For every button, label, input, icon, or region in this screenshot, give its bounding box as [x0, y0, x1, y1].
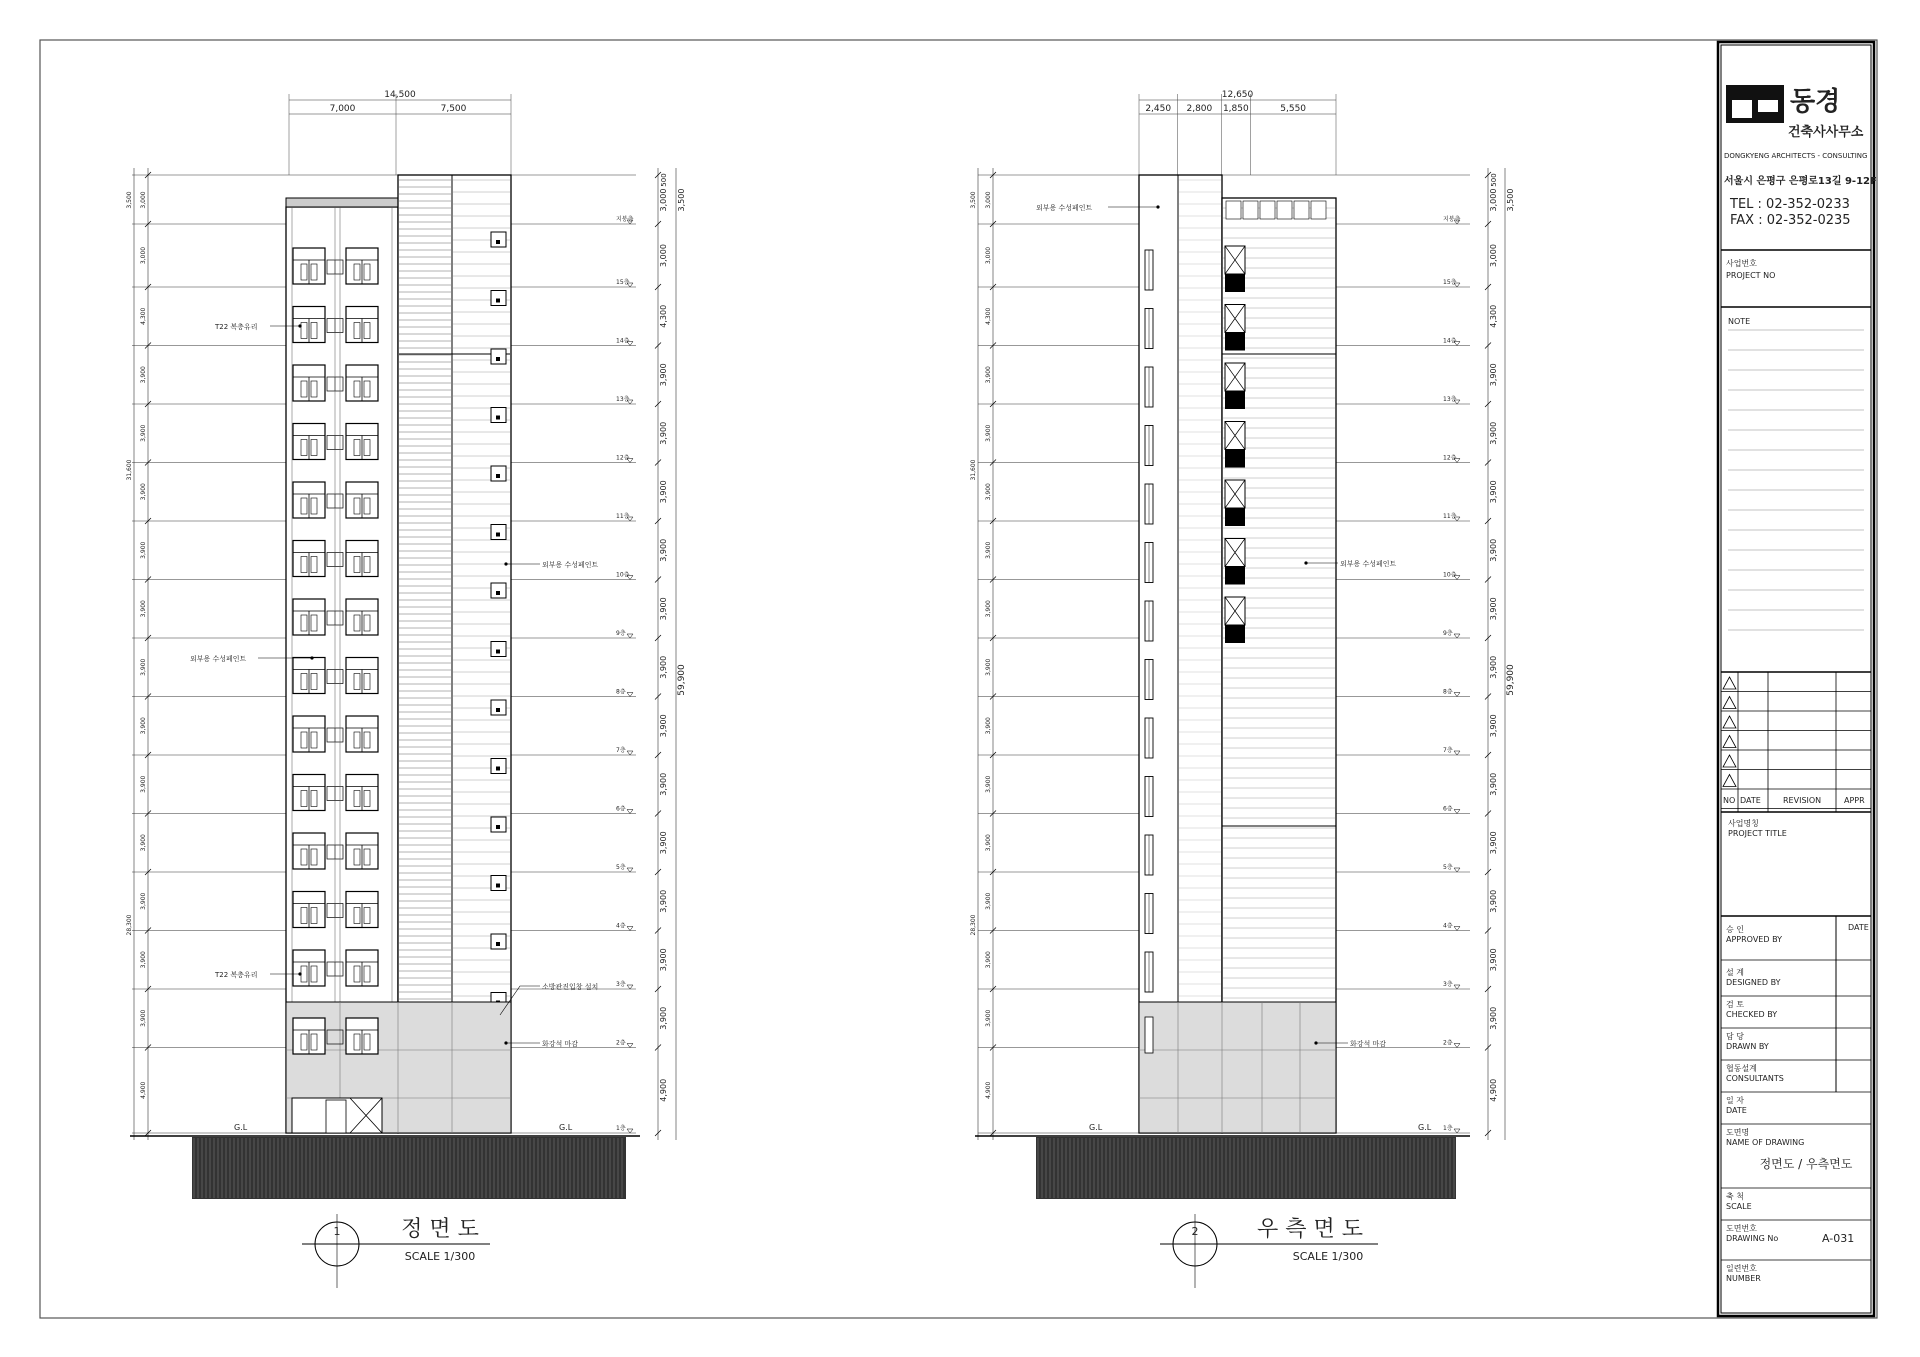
front-view-title-text: 정 면 도: [401, 1217, 479, 1242]
vent-dot: [496, 299, 500, 303]
floor-height-left: 4,300: [140, 307, 147, 325]
level-marker: [627, 1044, 633, 1048]
front-door: [326, 1100, 346, 1133]
floor-height-left: 4,900: [140, 1081, 147, 1099]
vent-dot: [496, 591, 500, 595]
floor-height-right: 3,900: [1489, 1006, 1498, 1030]
level-marker: [1454, 1129, 1460, 1133]
level-marker: [627, 868, 633, 872]
revision-table: [1721, 672, 1871, 812]
floor-height-left: 3,900: [985, 834, 992, 852]
vent-dot: [496, 767, 500, 771]
floor-height-left: 4,300: [985, 307, 992, 325]
firm-tel: TEL : 02-352-0233: [1730, 197, 1850, 212]
floor-height-right: 4,300: [1489, 304, 1498, 328]
parapet-height-left: 3,000: [140, 191, 147, 209]
vent-box: [491, 232, 506, 247]
level-label: 1층: [616, 1125, 626, 1132]
level-label: 15층: [1443, 279, 1457, 286]
x-panel-solid: [1225, 450, 1245, 468]
floor-height-right: 3,900: [1489, 889, 1498, 913]
level-label: 8층: [616, 688, 626, 696]
parapet-cap-right: 500: [660, 173, 668, 187]
revision-delta-icon: [1723, 697, 1736, 709]
callout-paint-left: 외부용 수성페인트: [190, 655, 247, 663]
floor-height-left: 3,000: [140, 246, 147, 265]
floor-height-right: 3,900: [659, 597, 668, 621]
vent-dot: [496, 650, 500, 654]
callout-fire-window: 소방관진입창 설치: [542, 983, 599, 991]
vent-box: [491, 408, 506, 423]
callout-dot-granite: [504, 1041, 507, 1044]
checked-en: CHECKED BY: [1726, 1010, 1778, 1019]
floor-height-left: 3,000: [985, 246, 992, 265]
logo-cut: [1732, 100, 1752, 118]
vent-box: [491, 349, 506, 364]
floor-height-left: 3,900: [140, 658, 147, 676]
level-label: 11층: [616, 513, 630, 520]
front-view-no: 1: [333, 1225, 341, 1238]
roof-panel: [1277, 201, 1292, 219]
side-callout-paint-mid: 외부용 수성페인트: [1340, 560, 1397, 568]
floor-height-right: 3,900: [659, 948, 668, 972]
parapet-total-right: 3,500: [677, 188, 686, 212]
floor-height-right: 3,900: [1489, 597, 1498, 621]
designed-en: DESIGNED BY: [1726, 978, 1781, 987]
floor-height-left: 3,900: [140, 600, 147, 618]
level-label: 6층: [1443, 805, 1453, 813]
floor-height-left: 3,900: [140, 775, 147, 793]
level-label: 지붕층: [1443, 216, 1461, 223]
floor-height-left: 3,900: [985, 717, 992, 735]
front-view-title: [302, 1214, 490, 1288]
level-label: 13층: [1443, 396, 1457, 403]
vent-box: [491, 700, 506, 715]
firm-name-en: DONGKYENG ARCHITECTS - CONSULTING: [1724, 152, 1868, 160]
level-marker: [627, 693, 633, 697]
level-marker: [627, 1129, 633, 1133]
level-label: 9층: [1443, 630, 1453, 637]
floor-height-right: 4,900: [659, 1078, 668, 1102]
note-lines: [1728, 330, 1864, 630]
roof-panel: [1311, 201, 1326, 219]
title-block: [1718, 42, 1877, 1316]
callout-dot-paint-left: [310, 656, 313, 659]
vent-dot: [496, 708, 500, 712]
floor-height-left: 4,900: [985, 1081, 992, 1099]
level-label: 4층: [1443, 922, 1453, 930]
revision-delta-icon: [1723, 755, 1736, 767]
total-height-upper: 31,600: [126, 459, 133, 481]
floor-height-left: 3,900: [985, 600, 992, 618]
total-height-lower: 28,300: [970, 914, 977, 936]
floor-height-left: 3,900: [985, 424, 992, 442]
level-label: 5층: [616, 864, 626, 871]
vent-dot: [496, 416, 500, 420]
floor-height-right: 3,900: [1489, 772, 1498, 796]
title-block-inner: [1721, 45, 1871, 1313]
serial-en: NUMBER: [1726, 1274, 1761, 1283]
floor-height-right: 3,900: [1489, 421, 1498, 445]
parapet-cap-right: 500: [1490, 173, 1498, 187]
parapet-height-right: 3,000: [659, 188, 668, 212]
floor-height-right: 4,300: [659, 304, 668, 328]
level-label: 1층: [1443, 1125, 1453, 1132]
floor-height-left: 3,900: [985, 366, 992, 384]
firm-address: 서울시 은평구 은평로13길 9-12F: [1724, 176, 1877, 187]
rev-h-no: NO: [1723, 796, 1736, 805]
floor-height-left: 3,900: [985, 483, 992, 501]
level-marker: [1454, 751, 1460, 755]
floor-height-left: 3,900: [140, 951, 147, 969]
level-label: 14층: [1443, 337, 1457, 345]
side-callout-paint-top: 외부용 수성페인트: [1036, 204, 1093, 212]
level-marker: [627, 810, 633, 814]
level-label: 14층: [616, 337, 630, 345]
vent-box: [491, 934, 506, 949]
side-view-title: [1160, 1214, 1378, 1288]
level-label: 2층: [1443, 1039, 1453, 1047]
callout-glass-top: T22 복층유리: [215, 323, 258, 331]
level-marker: [627, 985, 633, 989]
rev-h-appr: APPR: [1844, 796, 1865, 805]
total-height-upper: 31,600: [970, 459, 977, 481]
floor-height-right: 3,900: [659, 480, 668, 504]
level-label: 지붕층: [616, 216, 634, 223]
side-dot-paint-top: [1156, 205, 1159, 208]
vent-box: [491, 642, 506, 657]
drawing-no: A-031: [1822, 1232, 1855, 1245]
project-title-en: PROJECT TITLE: [1728, 829, 1787, 838]
x-panel-solid: [1225, 274, 1245, 292]
front-view-scale: SCALE 1/300: [404, 1250, 476, 1263]
floor-height-left: 3,900: [140, 541, 147, 559]
logo-cut-2: [1758, 100, 1778, 112]
parapet-total-left: 3,500: [126, 191, 133, 209]
revision-delta-icon: [1723, 775, 1736, 787]
designed-ko: 설 계: [1726, 968, 1744, 977]
revision-delta-icon: [1723, 736, 1736, 748]
vent-dot: [496, 533, 500, 537]
level-marker: [1454, 693, 1460, 697]
level-label: 15층: [616, 279, 630, 286]
project-title-ko: 사업명칭: [1728, 819, 1759, 828]
x-panel-solid: [1225, 333, 1245, 351]
total-height-right: 59,900: [677, 664, 687, 696]
firm-logo: [1724, 85, 1877, 228]
serial-ko: 일련번호: [1726, 1264, 1757, 1273]
floor-height-right: 3,900: [659, 889, 668, 913]
vent-dot: [496, 357, 500, 361]
level-marker: [627, 751, 633, 755]
vent-box: [491, 466, 506, 481]
top-dimension-total: 14,500: [384, 90, 416, 100]
level-label: 4층: [616, 922, 626, 930]
approved-ko: 승 인: [1726, 925, 1744, 934]
firm-fax: FAX : 02-352-0235: [1730, 213, 1851, 228]
front-gl-right: G.L: [559, 1123, 573, 1132]
floor-height-left: 3,900: [140, 1009, 147, 1027]
side-view-title-text: 우 측 면 도: [1257, 1217, 1363, 1242]
floor-height-left: 3,900: [985, 658, 992, 676]
side-dot-paint-mid: [1304, 561, 1307, 564]
level-marker: [1454, 634, 1460, 638]
vent-box: [491, 876, 506, 891]
floor-height-right: 3,900: [659, 714, 668, 738]
floor-height-right: 3,900: [659, 363, 668, 387]
side-x-panels: [1225, 246, 1245, 643]
side-gl-left: G.L: [1089, 1123, 1103, 1132]
level-label: 12층: [1443, 454, 1457, 462]
floor-height-right: 3,900: [659, 772, 668, 796]
floor-height-right: 3,900: [659, 1006, 668, 1030]
floor-height-right: 3,900: [659, 831, 668, 855]
floor-height-left: 3,900: [140, 366, 147, 384]
side-dot-granite: [1314, 1041, 1317, 1044]
rev-h-revision: REVISION: [1783, 796, 1822, 805]
side-view-scale: SCALE 1/300: [1292, 1250, 1364, 1263]
floor-height-left: 3,900: [985, 775, 992, 793]
name-of-drawing-ko: 도면명: [1726, 1128, 1750, 1137]
vent-dot: [496, 942, 500, 946]
callout-dot-glass-top: [298, 324, 301, 327]
project-no-en: PROJECT NO: [1726, 271, 1776, 280]
firm-subtitle-ko: 건축사사무소: [1788, 125, 1864, 140]
level-label: 3층: [1443, 981, 1453, 988]
level-label: 10층: [1443, 571, 1457, 579]
callout-glass-bottom: T22 복층유리: [215, 971, 258, 979]
top-dimension-total: 12,650: [1221, 90, 1254, 100]
floor-height-left: 3,900: [985, 951, 992, 969]
top-dimension-part: 5,550: [1280, 104, 1307, 114]
vent-box: [491, 583, 506, 598]
floor-height-left: 3,900: [140, 717, 147, 735]
vent-dot: [496, 884, 500, 888]
side-stone-base: [1139, 1002, 1336, 1133]
roof-panel: [1226, 201, 1241, 219]
rev-h-date: DATE: [1740, 796, 1761, 805]
callout-granite: 화강석 마감: [542, 1040, 579, 1048]
top-dimension-part: 7,000: [329, 104, 356, 114]
floor-height-left: 3,900: [140, 483, 147, 501]
level-marker: [1454, 927, 1460, 931]
front-gl-left: G.L: [234, 1123, 248, 1132]
date-ko: 일 자: [1726, 1096, 1744, 1105]
side-base-slit: [1145, 1017, 1153, 1053]
drawing-no-en: DRAWING No: [1726, 1234, 1779, 1243]
floor-height-left: 3,900: [140, 424, 147, 442]
roof-panel: [1294, 201, 1309, 219]
vent-box: [491, 817, 506, 832]
level-label: 6층: [616, 805, 626, 813]
project-no-ko: 사업번호: [1726, 259, 1757, 268]
floor-height-left: 3,900: [140, 892, 147, 910]
level-marker: [627, 927, 633, 931]
level-marker: [1454, 985, 1460, 989]
floor-height-right: 3,000: [659, 244, 668, 267]
level-marker: [1454, 868, 1460, 872]
vent-dot: [496, 240, 500, 244]
floor-height-left: 3,900: [985, 541, 992, 559]
note-label: NOTE: [1728, 317, 1751, 326]
floor-height-right: 3,900: [1489, 538, 1498, 562]
level-label: 13층: [616, 396, 630, 403]
roof-panel: [1260, 201, 1275, 219]
level-label: 8층: [1443, 688, 1453, 696]
callout-dot-paint-right: [504, 562, 507, 565]
floor-height-right: 4,900: [1489, 1078, 1498, 1102]
level-label: 11층: [1443, 513, 1457, 520]
x-panel-solid: [1225, 625, 1245, 643]
level-label: 10층: [616, 571, 630, 579]
date-en: DATE: [1726, 1106, 1747, 1115]
floor-height-right: 3,900: [659, 421, 668, 445]
side-callout-granite: 화강석 마감: [1350, 1040, 1387, 1048]
x-panel-solid: [1225, 391, 1245, 409]
side-gl-right: G.L: [1418, 1123, 1432, 1132]
drawn-en: DRAWN BY: [1726, 1042, 1769, 1051]
side-elevation: [970, 90, 1516, 1288]
floor-height-right: 3,900: [1489, 655, 1498, 679]
level-marker: [1454, 810, 1460, 814]
top-dimension-part: 7,500: [440, 104, 467, 114]
x-panel-solid: [1225, 508, 1245, 526]
scale-en: SCALE: [1726, 1202, 1752, 1211]
vent-dot: [496, 474, 500, 478]
vent-box: [491, 759, 506, 774]
top-dimension-part: 1,850: [1222, 104, 1249, 114]
drawn-ko: 담 당: [1726, 1032, 1744, 1041]
floor-height-right: 3,900: [1489, 714, 1498, 738]
scale-ko: 축 척: [1726, 1192, 1744, 1201]
floor-height-right: 3,000: [1489, 244, 1498, 267]
floor-height-left: 3,900: [985, 892, 992, 910]
name-of-drawing-en: NAME OF DRAWING: [1726, 1138, 1805, 1147]
front-ground: [192, 1137, 626, 1199]
approved-en: APPROVED BY: [1726, 935, 1783, 944]
level-marker: [627, 634, 633, 638]
floor-height-left: 3,900: [140, 834, 147, 852]
drawing-no-ko: 도면번호: [1726, 1224, 1757, 1233]
x-panel-solid: [1225, 567, 1245, 585]
parapet-total-left: 3,500: [970, 191, 977, 209]
vent-box: [491, 291, 506, 306]
consultants-en: CONSULTANTS: [1726, 1074, 1784, 1083]
floor-height-right: 3,900: [659, 538, 668, 562]
floor-height-right: 3,900: [1489, 948, 1498, 972]
total-height-right: 59,900: [1506, 664, 1516, 696]
level-label: 5층: [1443, 864, 1453, 871]
front-parapet: [286, 198, 398, 207]
revision-delta-icon: [1723, 716, 1736, 728]
callout-dot-glass-bottom: [298, 972, 301, 975]
parapet-height-right: 3,000: [1489, 188, 1498, 212]
floor-height-right: 3,900: [1489, 363, 1498, 387]
approved-date-label: DATE: [1848, 923, 1869, 932]
front-elevation: [126, 90, 687, 1288]
parapet-total-right: 3,500: [1506, 188, 1515, 212]
firm-name-ko: 동경: [1790, 87, 1841, 117]
level-label: 9층: [616, 630, 626, 637]
floor-height-right: 3,900: [659, 655, 668, 679]
vent-dot: [496, 825, 500, 829]
level-label: 7층: [1443, 747, 1453, 754]
level-label: 12층: [616, 454, 630, 462]
revision-delta-icon: [1723, 677, 1736, 689]
title-block-frame: [1718, 42, 1874, 1316]
floor-height-left: 3,900: [985, 1009, 992, 1027]
top-dimension-part: 2,450: [1145, 104, 1172, 114]
parapet-height-left: 3,000: [985, 191, 992, 209]
total-height-lower: 28,300: [126, 914, 133, 936]
vent-box: [491, 525, 506, 540]
checked-ko: 검 토: [1726, 1000, 1744, 1009]
level-label: 7층: [616, 747, 626, 754]
level-label: 2층: [616, 1039, 626, 1047]
floor-height-right: 3,900: [1489, 480, 1498, 504]
callout-paint-right: 외부용 수성페인트: [542, 561, 599, 569]
roof-panel: [1243, 201, 1258, 219]
consultants-ko: 협동설계: [1726, 1064, 1757, 1073]
side-view-no: 2: [1191, 1225, 1199, 1238]
drawing-name: 정면도 / 우측면도: [1759, 1157, 1853, 1171]
floor-height-right: 3,900: [1489, 831, 1498, 855]
level-marker: [1454, 1044, 1460, 1048]
top-dimension-part: 2,800: [1186, 104, 1213, 114]
level-label: 3층: [616, 981, 626, 988]
